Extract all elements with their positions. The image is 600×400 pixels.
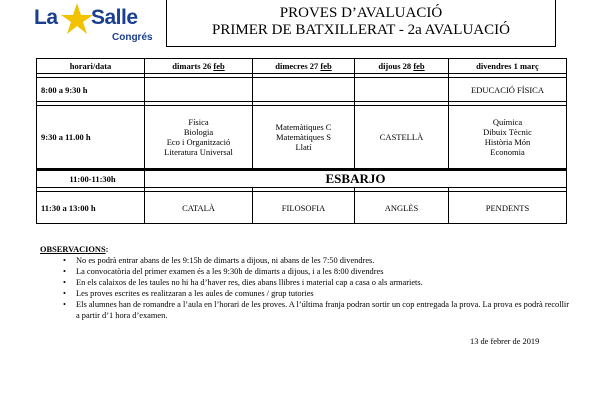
table-header-row bbox=[37, 59, 567, 74]
exam-cell: CASTELLÀ bbox=[355, 106, 449, 170]
exam-cell: Química Dibuix Tècnic Història Món Economia bbox=[449, 106, 567, 170]
table-row bbox=[37, 192, 567, 224]
observations-heading: OBSERVACIONS: bbox=[40, 245, 109, 254]
list-item: • Les proves escrites es realitzaran a les aules de comunes / grup tutories bbox=[76, 288, 570, 299]
exam-cell: EDUCACIÓ FÍSICA bbox=[449, 78, 567, 102]
break-cell: ESBARJO bbox=[145, 170, 567, 188]
header-wednesday: dimecres 27 feb bbox=[253, 59, 355, 74]
exam-cell: Matemàtiques C Matemàtiques S Llatí bbox=[253, 106, 355, 170]
table-row bbox=[37, 78, 567, 102]
header-friday: divendres 1 març bbox=[449, 59, 567, 74]
observations-section bbox=[40, 244, 570, 321]
time-cell: 9:30 a 11.00 h bbox=[37, 106, 145, 170]
logo-text-la: La bbox=[34, 6, 58, 29]
document-date: 13 de febrer de 2019 bbox=[470, 337, 540, 346]
header-thursday: dijous 28 feb bbox=[355, 59, 449, 74]
table-row bbox=[37, 170, 567, 188]
time-cell: 11:30 a 13:00 h bbox=[37, 192, 145, 224]
time-cell: 8:00 a 9:30 h bbox=[37, 78, 145, 102]
observations-list bbox=[40, 255, 570, 321]
time-cell: 11:00-11:30h bbox=[37, 170, 145, 188]
la-salle-logo bbox=[34, 2, 164, 46]
title-line-1: PROVES D’AVALUACIÓ bbox=[279, 5, 443, 21]
empty-cell bbox=[355, 78, 449, 102]
star-icon bbox=[60, 2, 94, 36]
table-row bbox=[37, 106, 567, 170]
logo-text-salle: Salle bbox=[91, 6, 138, 29]
logo-text-congres: Congrés bbox=[112, 32, 153, 43]
list-item: • No es podrà entrar abans de les 9:15h de dimarts a dijous, ni abans de les 7:50 divendres. bbox=[76, 255, 570, 266]
exam-cell: CATALÀ bbox=[145, 192, 253, 224]
exam-cell: ANGLÈS bbox=[355, 192, 449, 224]
list-item: • La convocatòria del primer examen és a les 9:30h de dimarts a dijous, i a les 8:00 divendres bbox=[76, 266, 570, 277]
title-line-2: PRIMER DE BATXILLERAT - 2a AVALUACIÓ bbox=[212, 22, 510, 38]
exam-cell: PENDENTS bbox=[449, 192, 567, 224]
empty-cell bbox=[145, 78, 253, 102]
list-item: • En els calaixos de les taules no hi ha d’haver res, dies abans llibres i material cap a casa o als armariets. bbox=[76, 277, 570, 288]
exam-schedule-table bbox=[36, 58, 567, 224]
header-tuesday: dimarts 26 feb bbox=[145, 59, 253, 74]
exam-cell: FILOSOFIA bbox=[253, 192, 355, 224]
exam-cell: Física Biologia Eco i Organització Literatura Universal bbox=[145, 106, 253, 170]
header-time: horari/data bbox=[37, 59, 145, 74]
empty-cell bbox=[253, 78, 355, 102]
document-title bbox=[166, 0, 556, 47]
list-item: • Els alumnes han de romandre a l’aula en l’horari de les proves. A l’última franja podran sortir un cop entregada la prova. La prova es podrà recollir a partir d’1 hora d’examen. bbox=[76, 299, 570, 321]
